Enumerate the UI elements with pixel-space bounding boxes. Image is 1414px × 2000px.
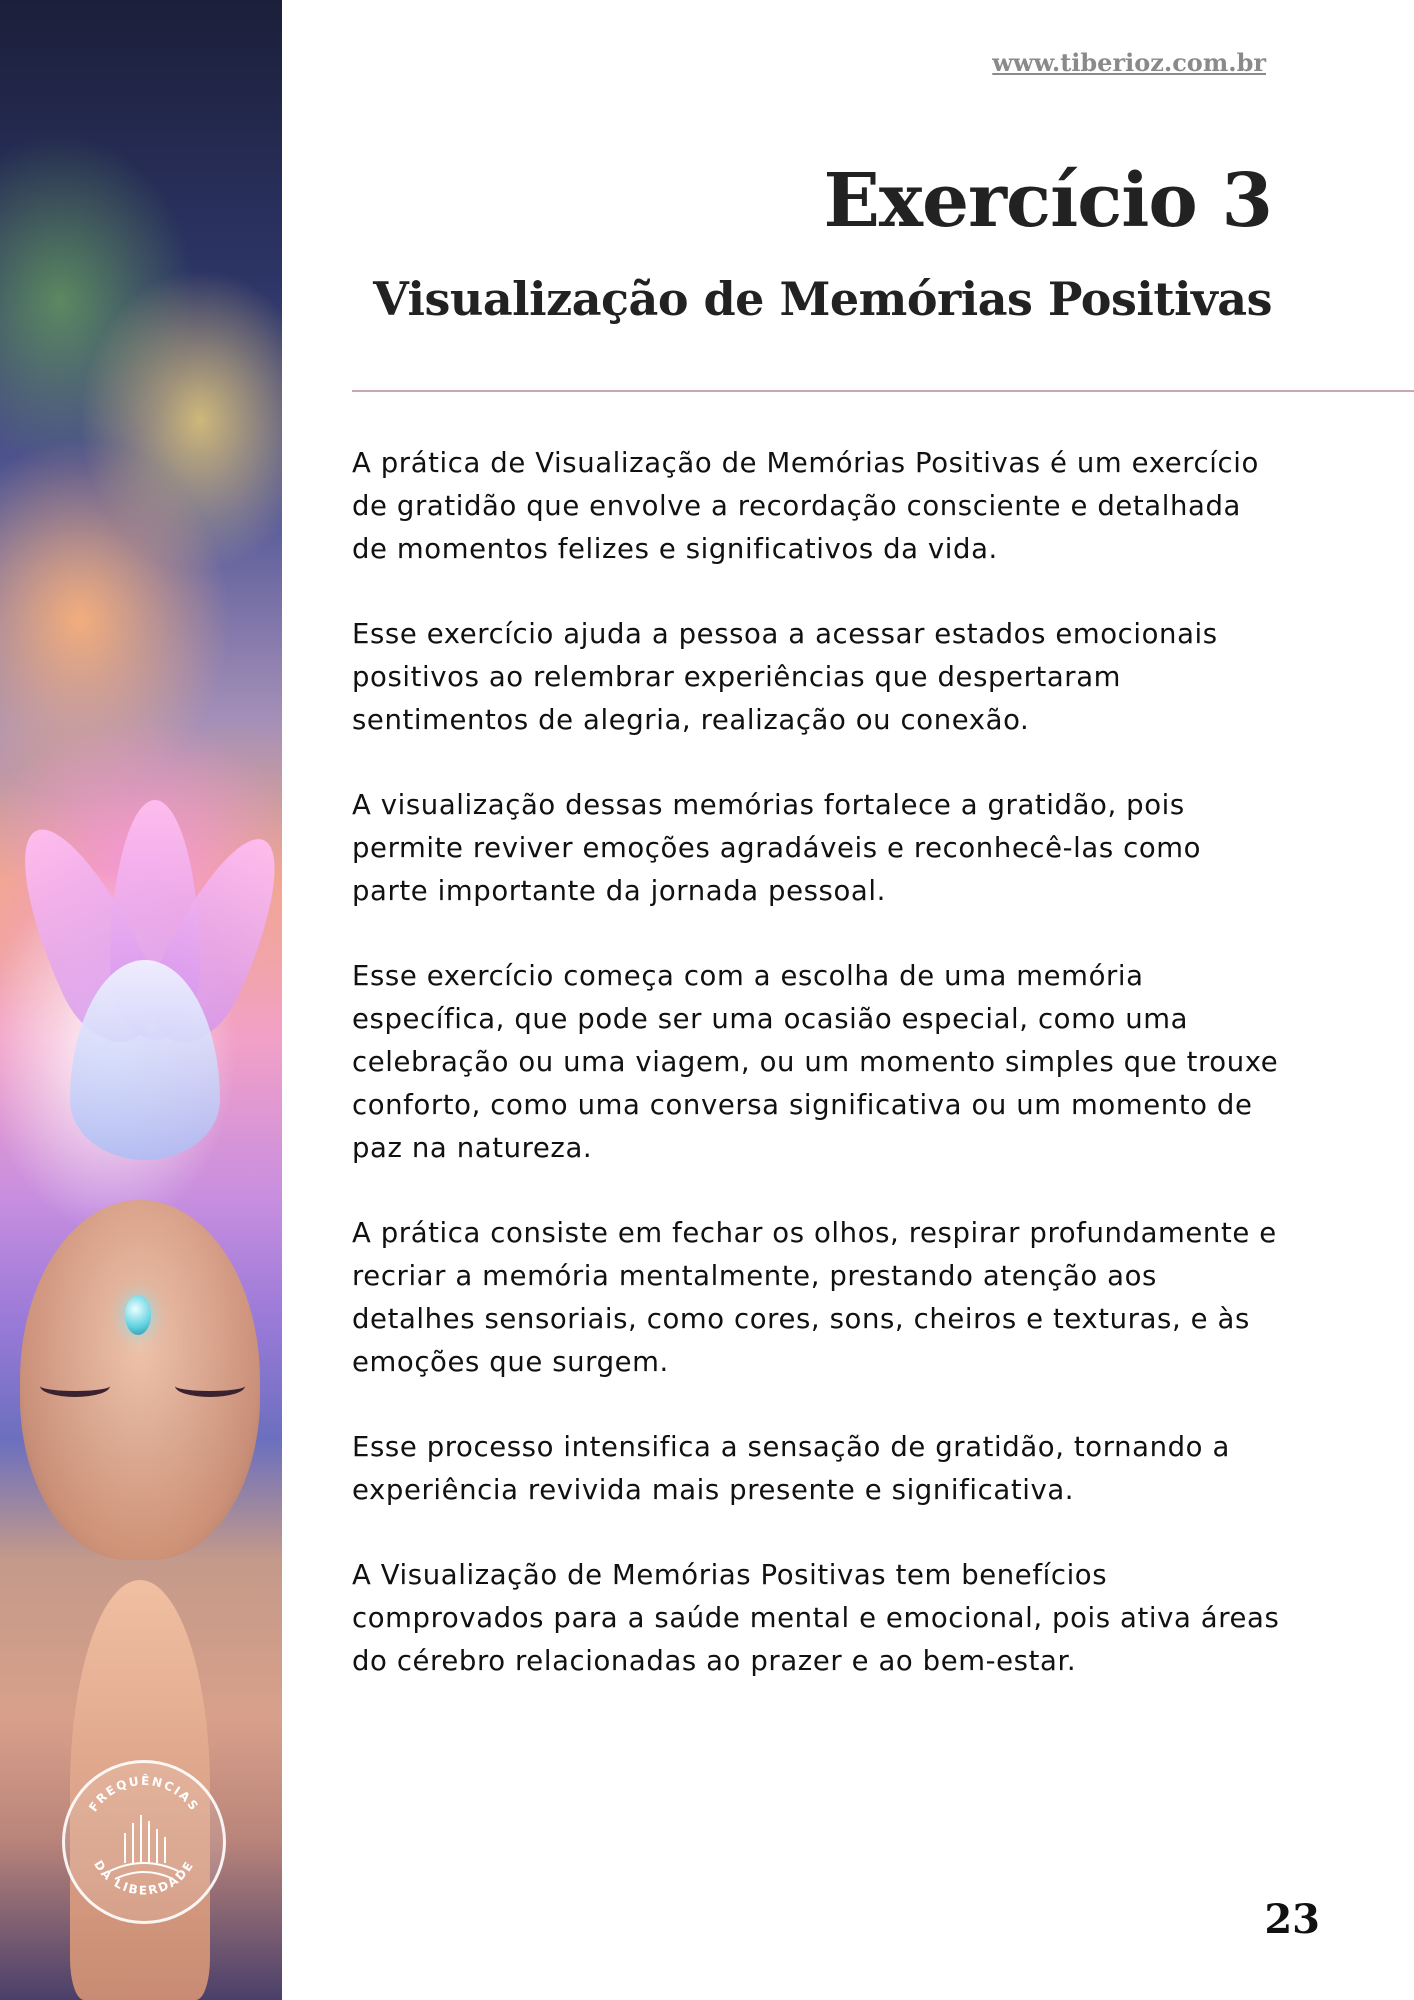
website-url[interactable]: www.tiberioz.com.br <box>992 48 1266 77</box>
closed-eye-icon <box>175 1375 245 1397</box>
paragraph: A prática consiste em fechar os olhos, respirar profundamente e recriar a memória mentalmente, prestando atenção aos detalhes sensoriais, como cores, sons, cheiros e texturas, e às emoções que surgem. <box>352 1217 1277 1378</box>
svg-text:FREQUÊNCIAS <box>86 1773 202 1814</box>
paragraph: A Visualização de Memórias Positivas tem benefícios comprovados para a saúde mental e emocional, pois ativa áreas do cérebro relacionadas ao prazer e ao bem-estar. <box>352 1559 1280 1677</box>
forehead-gem-icon <box>125 1295 151 1335</box>
frequencias-logo-icon <box>62 1760 226 1924</box>
paragraph: Esse processo intensifica a sensação de gratidão, tornando a experiência revivida mais presente e significativa. <box>352 1431 1230 1506</box>
paragraph: Esse exercício começa com a escolha de uma memória específica, que pode ser uma ocasião especial, como uma celebração ou uma viagem, ou um momento simples que trouxe conforto, como uma conversa significativa ou um momento de paz na natureza. <box>352 960 1279 1164</box>
header-divider <box>352 390 1414 392</box>
decorative-art-strip <box>0 0 282 2000</box>
body-text <box>352 442 1282 1725</box>
paragraph: A visualização dessas memórias fortalece a gratidão, pois permite reviver emoções agradáveis e reconhecê-las como parte importante da jornada pessoal. <box>352 789 1202 907</box>
page-subtitle: Visualização de Memórias Positivas <box>373 272 1272 326</box>
logo-top-text: FREQUÊNCIAS <box>86 1773 202 1815</box>
page-title: Exercício 3 <box>823 158 1272 244</box>
paragraph: Esse exercício ajuda a pessoa a acessar estados emocionais positivos ao relembrar experiências que despertaram sentimentos de alegria, realização ou conexão. <box>352 618 1218 736</box>
paragraph: A prática de Visualização de Memórias Positivas é um exercício de gratidão que envolve a recordação consciente e detalhada de momentos felizes e significativos da vida. <box>352 447 1259 565</box>
page-number: 23 <box>1264 1896 1320 1943</box>
logo-bottom-text: DA LIBERDADE <box>91 1857 197 1898</box>
closed-eye-icon <box>40 1375 110 1397</box>
